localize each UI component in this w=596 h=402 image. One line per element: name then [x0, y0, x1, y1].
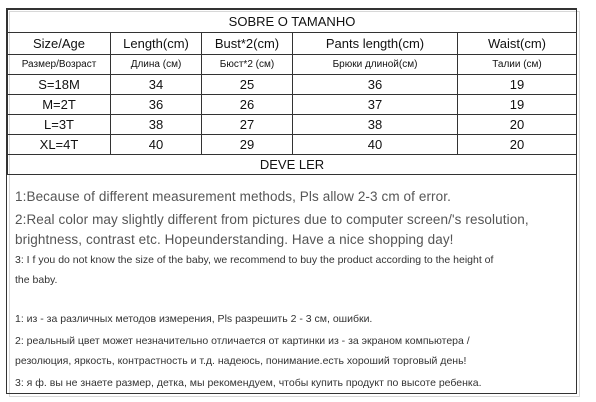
note-en-1: 1:Because of different measurement methods, Pls allow 2-3 cm of error. — [15, 189, 451, 204]
table-row — [8, 95, 577, 115]
cell-pants-length: 36 — [293, 75, 458, 95]
size-table — [7, 9, 577, 175]
table-row — [8, 135, 577, 155]
note-ru-2: 2: реальный цвет может незначительно отличается от картинки из - за экраном компьютера / — [15, 335, 470, 347]
cell-waist: 19 — [458, 75, 577, 95]
cell-bust: 26 — [202, 95, 293, 115]
note-ru-3: 3: я ф. вы не знаете размер, детка, мы рекомендуем, чтобы купить продукт по высоте ребенка. — [15, 377, 482, 389]
cell-bust: 29 — [202, 135, 293, 155]
header-bust: Bust*2(cm) — [202, 33, 293, 55]
section-title: DEVE LER — [8, 155, 577, 175]
cell-size: S=18M — [8, 75, 111, 95]
table-title: SOBRE O TAMANHO — [8, 10, 577, 33]
cell-waist: 19 — [458, 95, 577, 115]
subheader-waist: Талии (см) — [458, 55, 577, 75]
subheader-length: Длина (см) — [111, 55, 202, 75]
table-row — [8, 75, 577, 95]
cell-pants-length: 40 — [293, 135, 458, 155]
note-en-3: 3: I f you do not know the size of the baby, we recommend to buy the product according to the height of — [15, 254, 494, 266]
cell-bust: 27 — [202, 115, 293, 135]
note-ru-2-cont: резолюция, яркость, контрастность и т.д. надеюсь, понимание.есть хороший торговый день! — [15, 355, 467, 367]
cell-length: 38 — [111, 115, 202, 135]
cell-bust: 25 — [202, 75, 293, 95]
header-size: Size/Age — [8, 33, 111, 55]
header-pants-length: Pants length(cm) — [293, 33, 458, 55]
note-en-2-cont: brightness, contrast etc. Hopeunderstanding. Have a nice shopping day! — [15, 232, 454, 247]
cell-length: 36 — [111, 95, 202, 115]
subheader-size: Размер/Возраст — [8, 55, 111, 75]
cell-length: 34 — [111, 75, 202, 95]
cell-size: L=3T — [8, 115, 111, 135]
header-waist: Waist(cm) — [458, 33, 577, 55]
header-length: Length(cm) — [111, 33, 202, 55]
note-en-2: 2:Real color may slightly different from pictures due to computer screen/'s resolution, — [15, 212, 529, 227]
cell-size: M=2T — [8, 95, 111, 115]
cell-pants-length: 38 — [293, 115, 458, 135]
note-ru-1: 1: из - за различных методов измерения, Pls разрешить 2 - 3 см, ошибки. — [15, 313, 373, 325]
cell-waist: 20 — [458, 115, 577, 135]
cell-waist: 20 — [458, 135, 577, 155]
note-en-3-cont: the baby. — [15, 274, 58, 286]
size-chart-sheet — [6, 8, 577, 394]
cell-pants-length: 37 — [293, 95, 458, 115]
table-row — [8, 115, 577, 135]
cell-length: 40 — [111, 135, 202, 155]
subheader-bust: Бюст*2 (см) — [202, 55, 293, 75]
subheader-pants-length: Брюки длиной(см) — [293, 55, 458, 75]
cell-size: XL=4T — [8, 135, 111, 155]
